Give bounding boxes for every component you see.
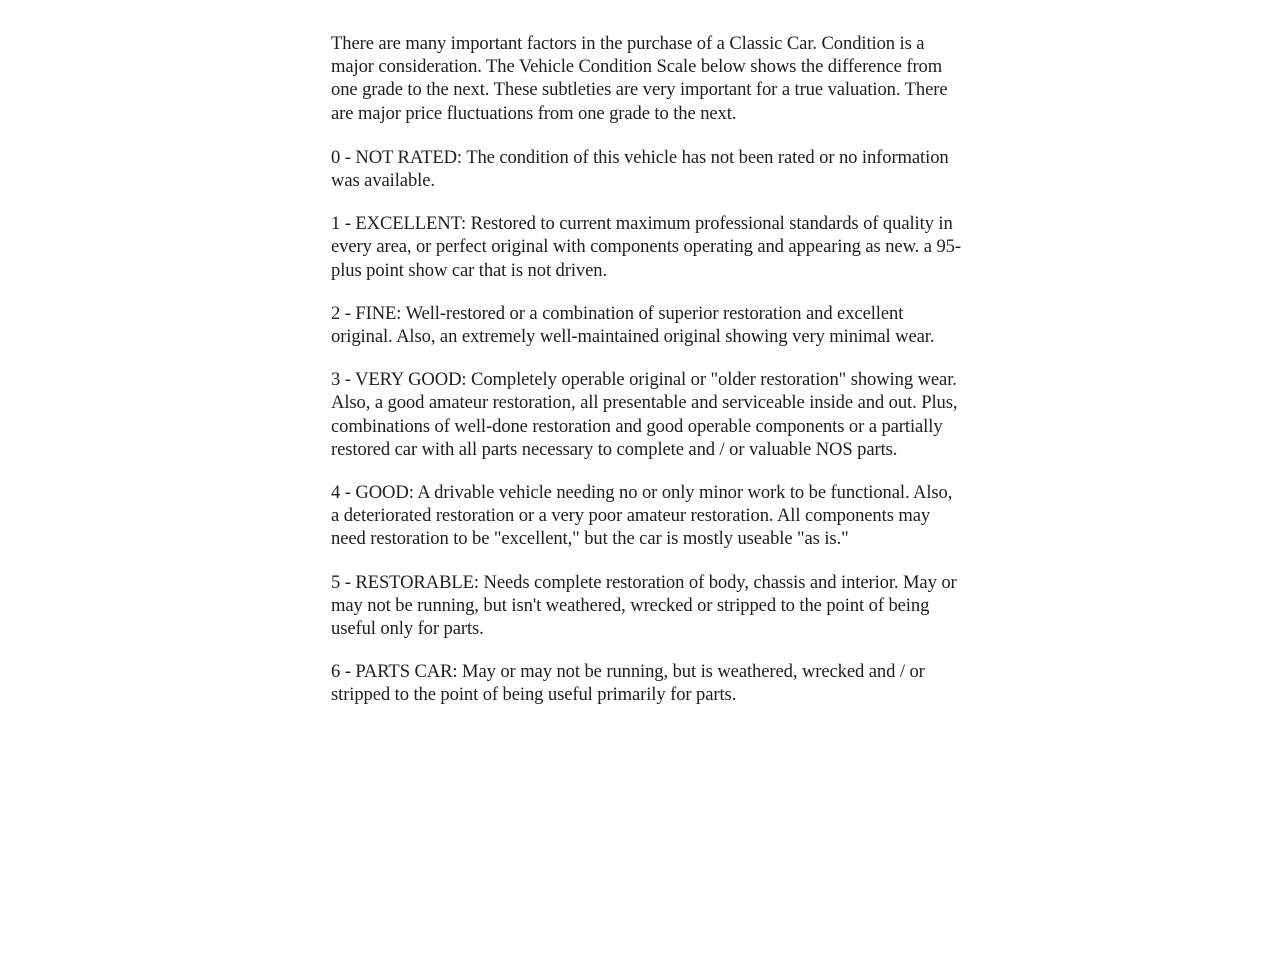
grade-6-parts-car: 6 - PARTS CAR: May or may not be running, but is weathered, wrecked and / or stripped to the point of being useful primarily for parts. <box>331 661 925 706</box>
grade-1-excellent: 1 - EXCELLENT: Restored to current maximum professional standards of quality in every area, or perfect original with components operating and appearing as new. a 95-plus point show car that is not driven. <box>331 213 961 281</box>
grade-5-restorable: 5 - RESTORABLE: Needs complete restoration of body, chassis and interior. May or may not be running, but isn't weathered, wrecked or stripped to the point of being useful only for parts. <box>331 571 957 640</box>
grade-2-fine: 2 - FINE: Well-restored or a combination of superior restoration and excellent original. Also, an extremely well-maintained original showing very minimal wear. <box>331 302 935 348</box>
intro-paragraph: There are many important factors in the purchase of a Classic Car. Condition is a major consideration. The Vehicle Condition Scale below shows the difference from one grade to the next. These subtleties are very important for a true valuation. There are major price fluctuations from one grade to the next. <box>331 33 948 124</box>
grade-3-very-good: 3 - VERY GOOD: Completely operable original or "older restoration" showing wear. Also, a good amateur restoration, all presentable and serviceable inside and out. Plus, combinations of well-done restoration and good operable components or a partially restored car with all parts necessary to complete and / or valuable NOS parts. <box>331 369 958 460</box>
grade-4-good: 4 - GOOD: A drivable vehicle needing no or only minor work to be functional. Also, a deteriorated restoration or a very poor amateur restoration. All components may need restoration to be "excellent," but the car is mostly useable "as is." <box>331 482 953 550</box>
document-body <box>331 32 961 727</box>
grade-0-not-rated: 0 - NOT RATED: The condition of this vehicle has not been rated or no information was available. <box>331 146 949 192</box>
